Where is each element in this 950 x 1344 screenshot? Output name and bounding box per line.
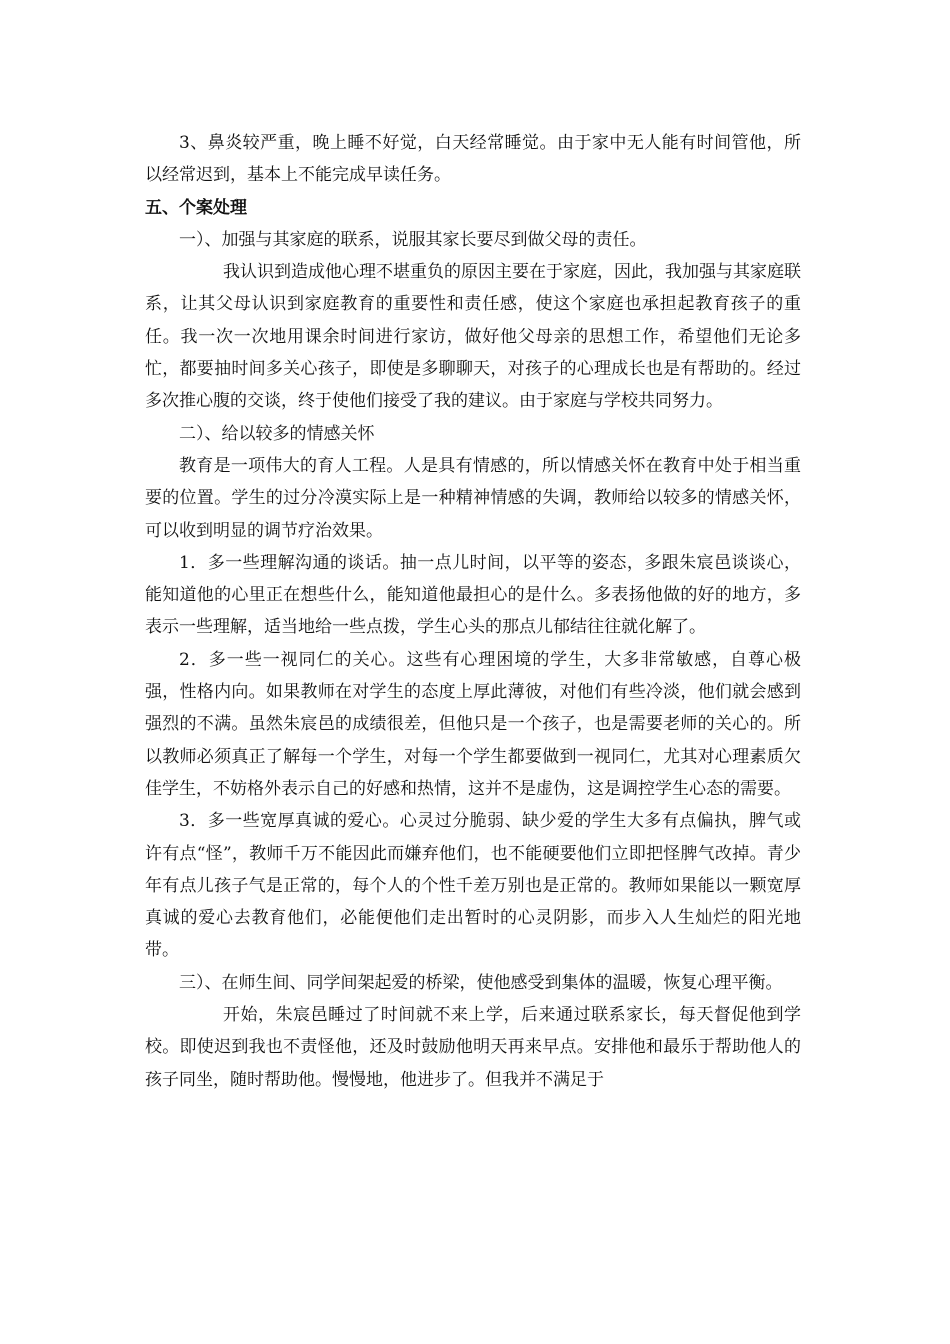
list-item-equal-care: 2．多一些一视同仁的关心。这些有心理困境的学生，大多非常敏感，自尊心极强，性格内向。如果教师在对学生的态度上厚此薄彼，对他们有些冷淡，他们就会感到强烈的不满。虽然朱宸邑的成绩很差，但他只是一个孩子，也是需要老师的关心的。所以教师必须真正了解每一个学生，对每一个学生都要做到一视同仁，尤其对心理素质欠佳学生，不妨格外表示自己的好感和热情，这并不是虚伪，这是调控学生心态的需要。 [145,649,801,799]
paragraph-family-contact: 我认识到造成他心理不堪重负的原因主要在于家庭，因此，我加强与其家庭联系，让其父母认识到家庭教育的重要性和责任感，使这个家庭也承担起教育孩子的重任。我一次一次地用课余时间进行家访，做好他父母亲的思想工作，希望他们无论多忙，都要抽时间多关心孩子，即使是多聊聊天，对孩子的心理成长也是有帮助的。经过多次推心腹的交谈，终于使他们接受了我的建议。由于家庭与学校共同努力。 [145,262,801,412]
subheading-family-contact: 一）、加强与其家庭的联系，说服其家长要尽到做父母的责任。 [179,229,647,250]
subheading-bridge-of-love: 三）、在师生间、同学间架起爱的桥梁，使他感受到集体的温暖，恢复心理平衡。 [179,972,783,993]
subheading-emotional-care: 二）、给以较多的情感关怀 [179,423,375,444]
document-page [145,127,801,1096]
paragraph-nasal-condition: 3、鼻炎较严重，晚上睡不好觉，白天经常睡觉。由于家中无人能有时间管他，所以经常迟到，基本上不能完成早读任务。 [145,133,801,186]
list-item-communication: 1．多一些理解沟通的谈话。抽一点儿时间，以平等的姿态，多跟朱宸邑谈谈心，能知道他的心里正在想些什么，能知道他最担心的是什么。多表扬他做的好的地方，多表示一些理解，适当地给一些点拨，学生心头的那点儿郁结往往就化解了。 [145,552,801,638]
section-heading-case-handling: 五、个案处理 [145,197,247,218]
paragraph-emotional-care: 教育是一项伟大的育人工程。人是具有情感的，所以情感关怀在教育中处于相当重要的位置。学生的过分冷漠实际上是一种精神情感的失调，教师给以较多的情感关怀，可以收到明显的调节疗治效果。 [145,455,801,541]
paragraph-progress: 开始，朱宸邑睡过了时间就不来上学，后来通过联系家长，每天督促他到学校。即使迟到我也不责怪他，还及时鼓励他明天再来早点。安排他和最乐于帮助他人的孩子同坐，随时帮助他。慢慢地，他进步了。但我并不满足于 [145,1005,801,1090]
list-item-sincere-love: 3．多一些宽厚真诚的爱心。心灵过分脆弱、缺少爱的学生大多有点偏执，脾气或许有点“怪”，教师千万不能因此而嫌弃他们，也不能硬要他们立即把怪脾气改掉。青少年有点儿孩子气是正常的，每个人的个性千差万别也是正常的。教师如果能以一颗宽厚真诚的爱心去教育他们，必能便他们走出暂时的心灵阴影，而步入人生灿烂的阳光地带。 [145,811,801,961]
